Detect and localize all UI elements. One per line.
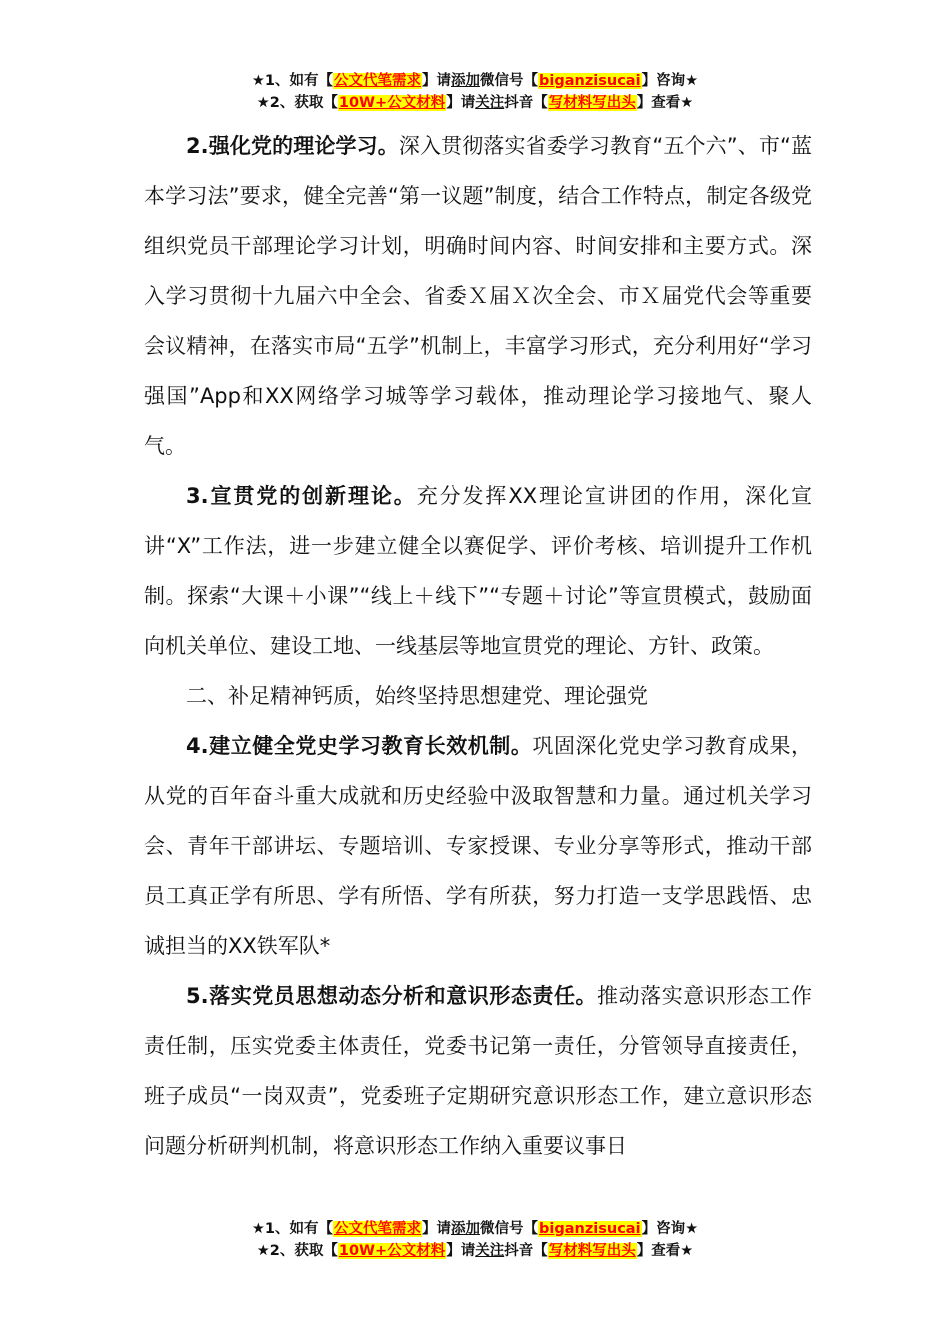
- paragraph-text: 巩固深化党史学习教育成果，从党的百年奋斗重大成就和历史经验中汲取智慧和力量。通过机关学习会、青年干部讲坛、专题培训、专家授课、专业分享等形式，推动干部员工真正学有所思、学有所悟、学有所获，努力打造一支学思践悟、忠诚担当的XX铁军队*: [144, 734, 813, 958]
- highlight-materials: 10W+公文材料: [338, 95, 446, 111]
- banner-line-2: ★2、获取【10W+公文材料】请关注抖音【写材料写出头】查看★: [256, 1243, 694, 1259]
- paragraph-heading: 2.强化党的理论学习。: [186, 134, 399, 158]
- section-heading-text: 二、补足精神钙质，始终坚持思想建党、理论强党: [186, 684, 648, 708]
- highlight-wechat-id: biganzisucai: [539, 73, 641, 89]
- banner-line-1: ★1、如有【公文代笔需求】请添加微信号【biganzisucai】咨询★: [251, 73, 699, 89]
- highlight-service: 公文代笔需求: [334, 73, 422, 89]
- header-banner: [0, 70, 950, 114]
- paragraph-text: 深入贯彻落实省委学习教育“五个六”、市“蓝本学习法”要求，健全完善“第一议题”制度，结合工作特点，制定各级党组织党员干部理论学习计划，明确时间内容、时间安排和主要方式。深入学习贯彻十九届六中全会、省委Ｘ届Ｘ次全会、市Ｘ届党代会等重要会议精神，在落实市局“五学”机制上，丰富学习形式，充分利用好“学习强国”App和XX网络学习城等学习载体，推动理论学习接地气、聚人气。: [144, 134, 812, 458]
- highlight-wechat-id: biganzisucai: [539, 1221, 641, 1237]
- document-body: [144, 121, 812, 1171]
- paragraph-4: [144, 721, 812, 971]
- paragraph-3: [144, 471, 812, 671]
- footer-banner: [0, 1218, 950, 1262]
- section-heading: [144, 671, 812, 721]
- highlight-materials: 10W+公文材料: [338, 1243, 446, 1259]
- paragraph-text: 推动落实意识形态工作责任制，压实党委主体责任，党委书记第一责任，分管领导直接责任，班子成员“一岗双责”，党委班子定期研究意识形态工作，建立意识形态问题分析研判机制，将意识形态工作纳入重要议事日: [144, 984, 812, 1158]
- highlight-douyin-account: 写材料写出头: [548, 1243, 636, 1259]
- highlight-douyin-account: 写材料写出头: [548, 95, 636, 111]
- banner-line-1: ★1、如有【公文代笔需求】请添加微信号【biganzisucai】咨询★: [251, 1221, 699, 1237]
- paragraph-2: [144, 121, 812, 471]
- paragraph-heading: 4.建立健全党史学习教育长效机制。: [186, 734, 533, 758]
- paragraph-heading: 5.落实党员思想动态分析和意识形态责任。: [186, 984, 598, 1008]
- paragraph-text: 充分发挥XX理论宣讲团的作用，深化宣讲“X”工作法，进一步建立健全以赛促学、评价考核、培训提升工作机制。探索“大课＋小课”“线上＋线下”“专题＋讨论”等宣贯模式，鼓励面向机关单位、建设工地、一线基层等地宣贯党的理论、方针、政策。: [144, 484, 812, 658]
- highlight-service: 公文代笔需求: [334, 1221, 422, 1237]
- paragraph-5: [144, 971, 812, 1171]
- banner-line-2: ★2、获取【10W+公文材料】请关注抖音【写材料写出头】查看★: [256, 95, 694, 111]
- paragraph-heading: 3.宣贯党的创新理论。: [186, 484, 417, 508]
